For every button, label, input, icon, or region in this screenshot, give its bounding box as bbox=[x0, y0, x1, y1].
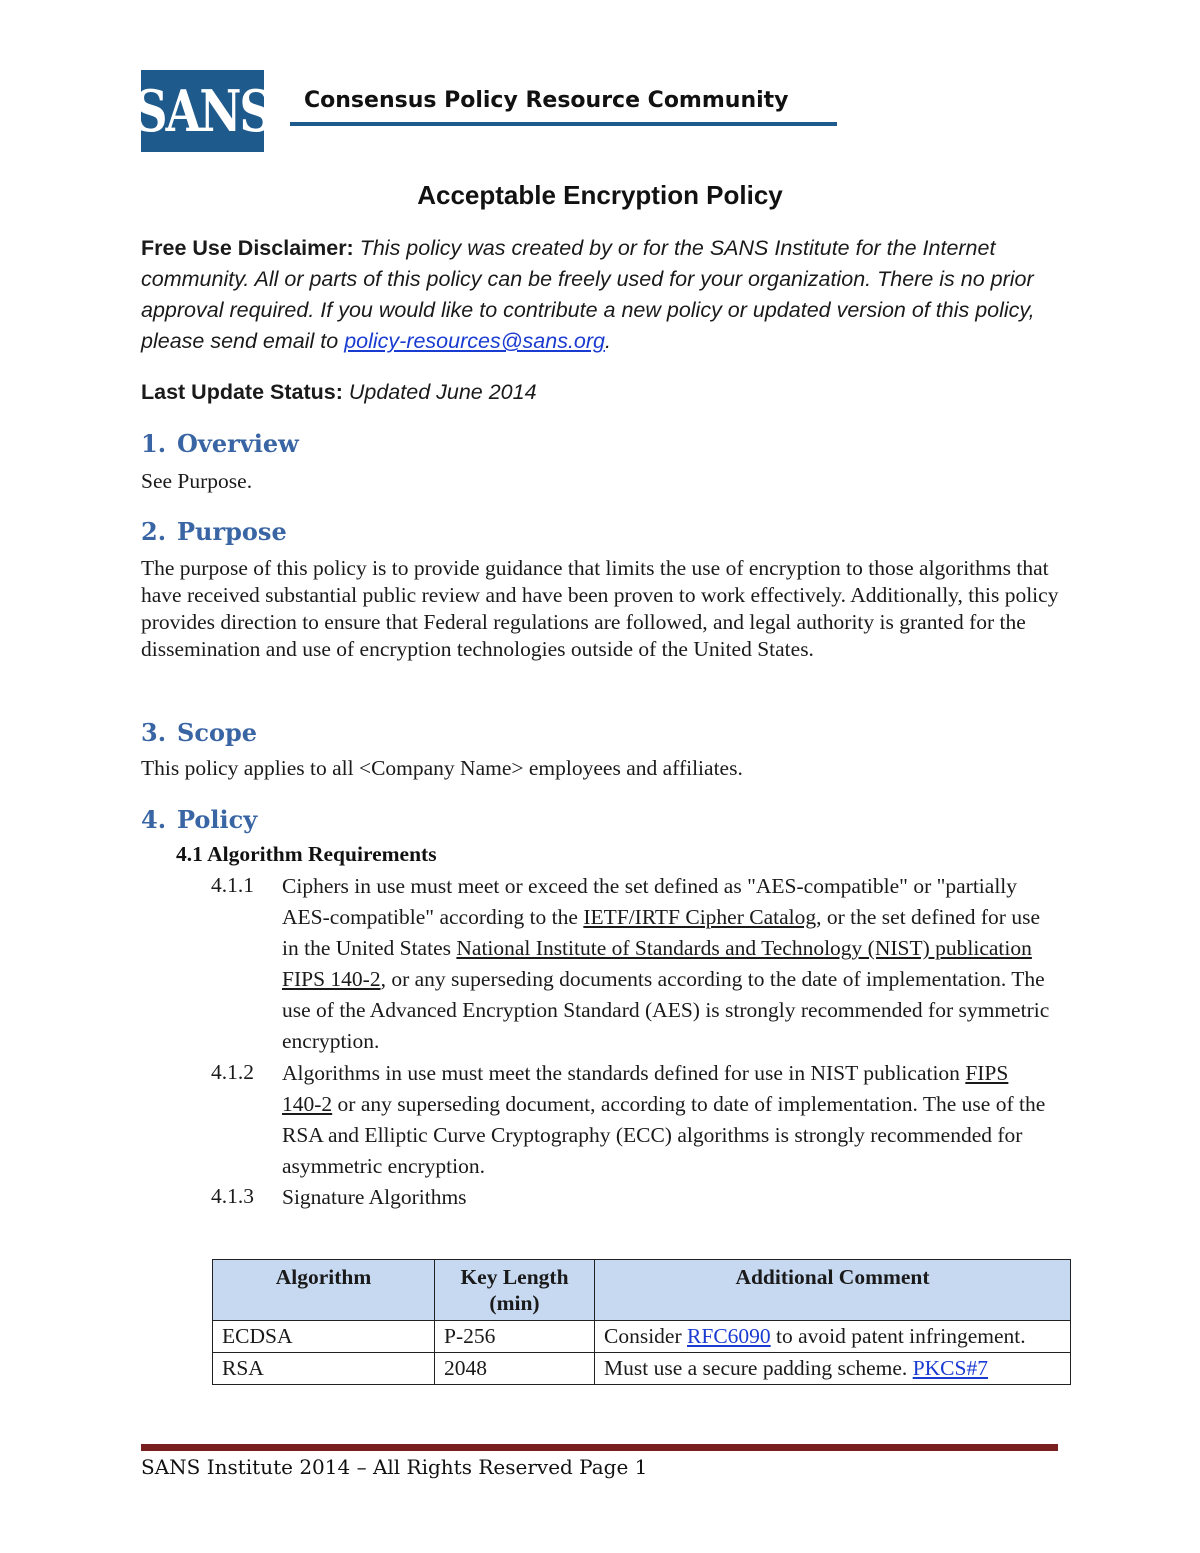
overview-body: See Purpose. bbox=[141, 469, 253, 493]
section-title: Scope bbox=[177, 718, 258, 747]
page-title: Acceptable Encryption Policy bbox=[417, 180, 783, 210]
disclaimer-end: . bbox=[605, 329, 611, 353]
signature-algorithms-table bbox=[212, 1259, 1071, 1385]
email-link[interactable]: policy-resources@sans.org bbox=[344, 329, 606, 353]
disclaimer-label: Free Use Disclaimer: bbox=[141, 236, 354, 260]
item-number: 4.1.3 bbox=[211, 1184, 254, 1208]
column-header-algorithm: Algorithm bbox=[213, 1260, 435, 1321]
column-header-comment: Additional Comment bbox=[595, 1260, 1071, 1321]
section-number: 4. bbox=[141, 805, 167, 834]
comment-text: to avoid patent infringement. bbox=[770, 1324, 1026, 1348]
last-update-status bbox=[141, 377, 1061, 408]
item-text-part: Algorithms in use must meet the standards defined for use in NIST publication bbox=[282, 1061, 966, 1085]
cell-comment bbox=[595, 1321, 1071, 1353]
item-number: 4.1.2 bbox=[211, 1060, 254, 1084]
cipher-catalog-link[interactable]: IETF/IRTF Cipher Catalog bbox=[583, 905, 817, 929]
item-text-part: or any superseding document, according to date of implementation. The use of the RSA and Elliptic Curve Cryptography (ECC) algorithms is strongly recommended for asymmetric encryption. bbox=[282, 1092, 1046, 1178]
cell-key-length: 2048 bbox=[435, 1353, 595, 1385]
subsection-heading-algorithm-requirements: 4.1 Algorithm Requirements bbox=[176, 842, 437, 866]
sans-logo bbox=[134, 70, 271, 152]
community-title: Consensus Policy Resource Community bbox=[304, 88, 789, 113]
cell-algorithm: RSA bbox=[213, 1353, 435, 1385]
purpose-body: The purpose of this policy is to provide guidance that limits the use of encryption to those algorithms that have received substantial public review and have been proven to work effectively. Additionally, this policy provides direction to ensure that Federal regulations are followed, and legal authority is granted for the dissemination and use of encryption technologies outside of the United States. bbox=[141, 556, 1059, 661]
cell-key-length: P-256 bbox=[435, 1321, 595, 1353]
disclaimer-text: This policy was created by or for the SANS Institute for the Internet community. All or parts of this policy can be freely used for your organization. There is no prior approval required. If you would like to contribute a new policy or updated version of this policy, please send email to bbox=[141, 236, 1035, 353]
table-row bbox=[213, 1353, 1071, 1385]
column-header-key-length: Key Length (min) bbox=[435, 1260, 595, 1321]
section-title: Purpose bbox=[177, 517, 287, 546]
item-4-1-3-text: Signature Algorithms bbox=[282, 1185, 467, 1209]
section-number: 1. bbox=[141, 429, 167, 458]
item-text-part: , or the set defined for use in the United States bbox=[282, 905, 1041, 960]
last-update-value: Updated June 2014 bbox=[342, 380, 537, 404]
footer-text: SANS Institute 2014 – All Rights Reserved Page 1 bbox=[141, 1455, 648, 1479]
item-4-1-2-text bbox=[282, 1058, 1052, 1182]
pkcs7-link[interactable]: PKCS#7 bbox=[912, 1356, 988, 1380]
item-number: 4.1.1 bbox=[211, 873, 254, 897]
comment-text: Consider bbox=[604, 1324, 688, 1348]
section-number: 2. bbox=[141, 517, 167, 546]
section-number: 3. bbox=[141, 718, 167, 747]
nist-fips-link[interactable]: National Institute of Standards and Technology (NIST) publication FIPS 140-2 bbox=[282, 936, 1032, 991]
cell-comment bbox=[595, 1353, 1071, 1385]
header-divider bbox=[290, 122, 837, 126]
section-title: Overview bbox=[177, 429, 299, 458]
item-4-1-1-text bbox=[282, 871, 1052, 1057]
item-text-part: Ciphers in use must meet or exceed the set defined as "AES-compatible" or "partially AES-compatible" according to the bbox=[282, 874, 1018, 929]
rfc6090-link[interactable]: RFC6090 bbox=[687, 1324, 771, 1348]
logo-text: SANS bbox=[134, 77, 271, 145]
scope-body: This policy applies to all <Company Name> employees and affiliates. bbox=[141, 756, 743, 780]
fips-140-2-link[interactable]: FIPS 140-2 bbox=[282, 1061, 1009, 1116]
last-update-label: Last Update Status: bbox=[141, 380, 343, 404]
section-heading-purpose bbox=[141, 517, 287, 546]
footer-divider bbox=[141, 1444, 1058, 1451]
section-title: Policy bbox=[177, 805, 258, 834]
cell-algorithm: ECDSA bbox=[213, 1321, 435, 1353]
disclaimer-paragraph bbox=[141, 233, 1061, 357]
item-text-part: , or any superseding documents according to the date of implementation. The use of the Advanced Encryption Standard (AES) is strongly recommended for symmetric encryption. bbox=[282, 967, 1050, 1053]
comment-text: Must use a secure padding scheme. bbox=[604, 1356, 913, 1380]
table-header-row bbox=[213, 1260, 1071, 1321]
table-row bbox=[213, 1321, 1071, 1353]
section-heading-policy bbox=[141, 805, 257, 834]
section-heading-scope bbox=[141, 718, 257, 747]
section-heading-overview bbox=[141, 429, 299, 458]
